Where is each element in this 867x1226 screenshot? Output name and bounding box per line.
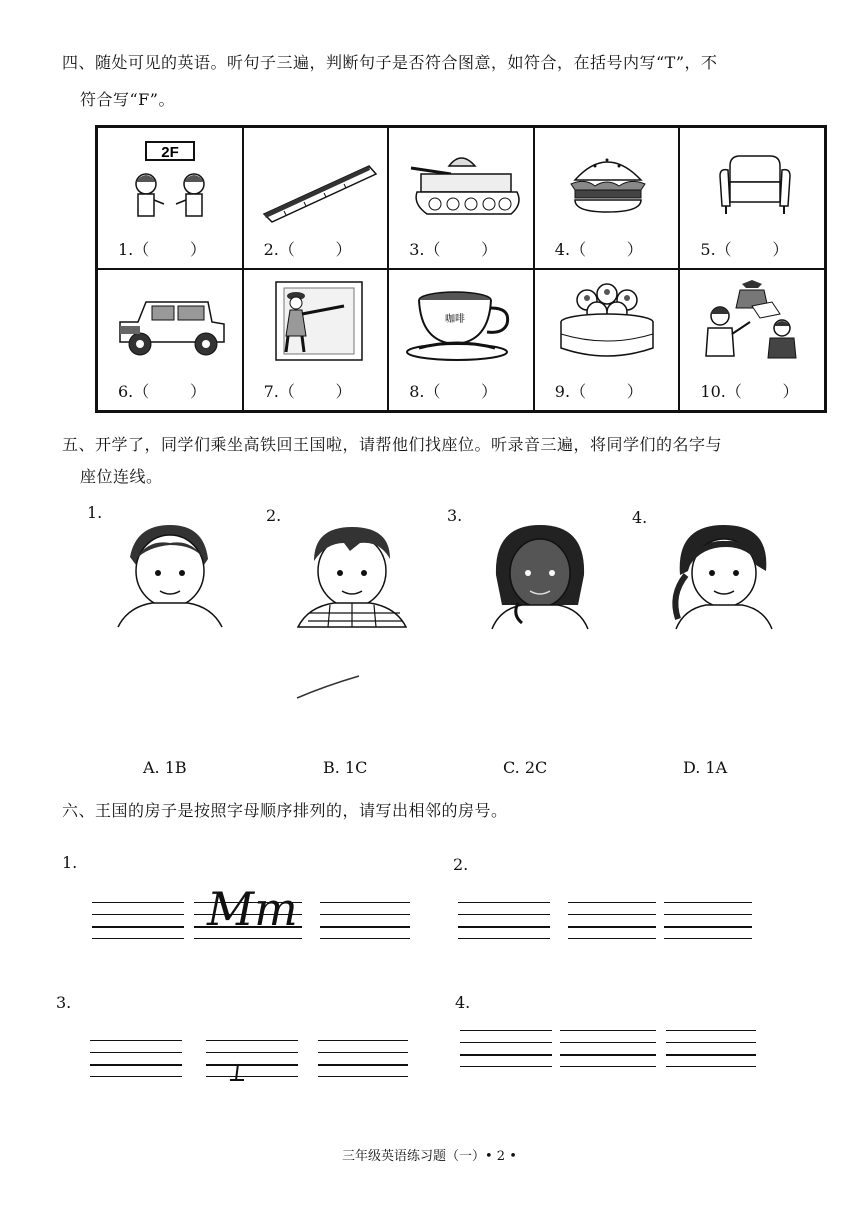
item-label-8: 8.（ ）	[409, 382, 498, 401]
seat-option-d: D. 1A	[683, 758, 728, 777]
handwriting-line	[460, 1042, 552, 1043]
handwriting-line	[206, 1076, 298, 1077]
handwriting-line	[460, 1066, 552, 1067]
seat-option-b: B. 1C	[323, 758, 368, 777]
writing-number-3: 3.	[56, 993, 72, 1012]
item-label-6: 6.（ ）	[118, 382, 206, 401]
writing-number-4: 4.	[455, 993, 471, 1012]
boy-portrait-icon	[108, 515, 238, 635]
table-cell-7	[243, 269, 389, 411]
sign-text: 2F	[161, 144, 179, 161]
cup-text: 咖啡	[445, 314, 466, 325]
sample-letters-Mm: Mm	[207, 882, 298, 936]
picture-table	[95, 125, 827, 413]
handwriting-line	[320, 902, 410, 903]
policeman-icon	[254, 278, 379, 368]
handwriting-line	[568, 926, 656, 928]
handwriting-line	[194, 938, 302, 939]
section4-instruction-line2: 符合写“F”。	[80, 90, 175, 109]
table-cell-2	[243, 127, 389, 269]
two-boys-2F-icon	[108, 136, 233, 226]
item-label-4: 4.（ ）	[554, 240, 643, 259]
handwriting-line	[664, 914, 752, 915]
handwriting-line	[206, 1040, 298, 1041]
handwriting-line	[664, 926, 752, 928]
table-cell-3	[388, 127, 534, 269]
handwriting-line	[458, 926, 550, 928]
writing-number-1: 1.	[62, 853, 78, 872]
handwriting-line	[90, 1052, 182, 1053]
seat-option-c: C. 2C	[503, 758, 548, 777]
handwriting-line	[664, 938, 752, 939]
handwriting-line	[318, 1052, 408, 1053]
table-cell-5	[679, 127, 825, 269]
handwriting-line	[92, 902, 184, 903]
stray-pen-mark	[295, 672, 365, 702]
handwriting-line	[458, 914, 550, 915]
kid-number-4: 4.	[632, 508, 648, 527]
handwriting-line	[206, 1064, 298, 1066]
handwriting-line	[560, 1030, 656, 1031]
handwriting-line	[458, 938, 550, 939]
handwriting-line	[560, 1054, 656, 1056]
handwriting-line	[206, 1052, 298, 1053]
girl-ponytail-portrait-icon	[660, 515, 790, 635]
handwriting-line	[666, 1042, 756, 1043]
page-footer: 三年级英语练习题（一）• 2 •	[342, 1149, 517, 1164]
writing-number-2: 2.	[453, 855, 469, 874]
table-cell-8	[388, 269, 534, 411]
tank-icon	[399, 136, 524, 226]
handwriting-line	[320, 938, 410, 939]
item-label-9: 9.（ ）	[554, 382, 643, 401]
handwriting-line	[460, 1054, 552, 1056]
section5-instruction-line2: 座位连线。	[80, 467, 163, 486]
kid-number-2: 2.	[266, 506, 282, 525]
handwriting-line	[90, 1076, 182, 1077]
handwriting-line	[666, 1066, 756, 1067]
handwriting-line	[664, 902, 752, 903]
section6-instruction: 六、王国的房子是按照字母顺序排列的，请写出相邻的房号。	[62, 801, 508, 820]
handwriting-line	[666, 1030, 756, 1031]
boy-plaid-portrait-icon	[290, 515, 420, 635]
item-label-3: 3.（ ）	[409, 240, 498, 259]
armchair-icon	[690, 136, 815, 226]
item-label-10: 10.（ ）	[700, 382, 799, 401]
handwriting-line	[560, 1042, 656, 1043]
coffee-cup-icon	[399, 278, 524, 368]
section5-instruction-line1: 五、开学了，同学们乘坐高铁回王国啦，请帮他们找座位。听录音三遍，将同学们的名字与	[62, 435, 723, 454]
kid-number-1: 1.	[87, 503, 103, 522]
item-label-5: 5.（ ）	[700, 240, 789, 259]
handwriting-line	[92, 938, 184, 939]
section4-instruction-line1: 四、随处可见的英语。听句子三遍，判断句子是否符合图意，如符合，在括号内写“T”，不	[62, 53, 718, 72]
handwriting-line	[560, 1066, 656, 1067]
handwriting-line	[318, 1076, 408, 1077]
item-label-2: 2.（ ）	[263, 240, 352, 259]
table-cell-4	[534, 127, 680, 269]
table-cell-6	[97, 269, 243, 411]
handwriting-line	[318, 1064, 408, 1066]
handwriting-line	[568, 902, 656, 903]
handwriting-line	[458, 902, 550, 903]
ruler-icon	[254, 136, 379, 226]
seat-option-a: A. 1B	[143, 758, 187, 777]
handwriting-line	[568, 914, 656, 915]
table-cell-10	[679, 269, 825, 411]
item-label-1: 1.（ ）	[118, 240, 206, 259]
handwriting-line	[90, 1064, 182, 1066]
handwriting-line	[666, 1054, 756, 1056]
item-label-7: 7.（ ）	[263, 382, 352, 401]
dumplings-steamer-icon	[545, 278, 670, 368]
handwriting-line	[92, 926, 184, 928]
pencil-stroke-mark	[228, 1062, 248, 1084]
handwriting-line	[320, 926, 410, 928]
handwriting-line	[92, 914, 184, 915]
jeep-icon	[108, 278, 233, 368]
table-cell-1	[97, 127, 243, 269]
table-cell-9	[534, 269, 680, 411]
handwriting-line	[320, 914, 410, 915]
handwriting-line	[90, 1040, 182, 1041]
handwriting-line	[460, 1030, 552, 1031]
hamburger-icon	[545, 136, 670, 226]
handwriting-line	[568, 938, 656, 939]
handwriting-line	[318, 1040, 408, 1041]
family-clothes-icon	[690, 278, 815, 368]
girl-dark-portrait-icon	[478, 515, 608, 635]
kid-number-3: 3.	[447, 506, 463, 525]
